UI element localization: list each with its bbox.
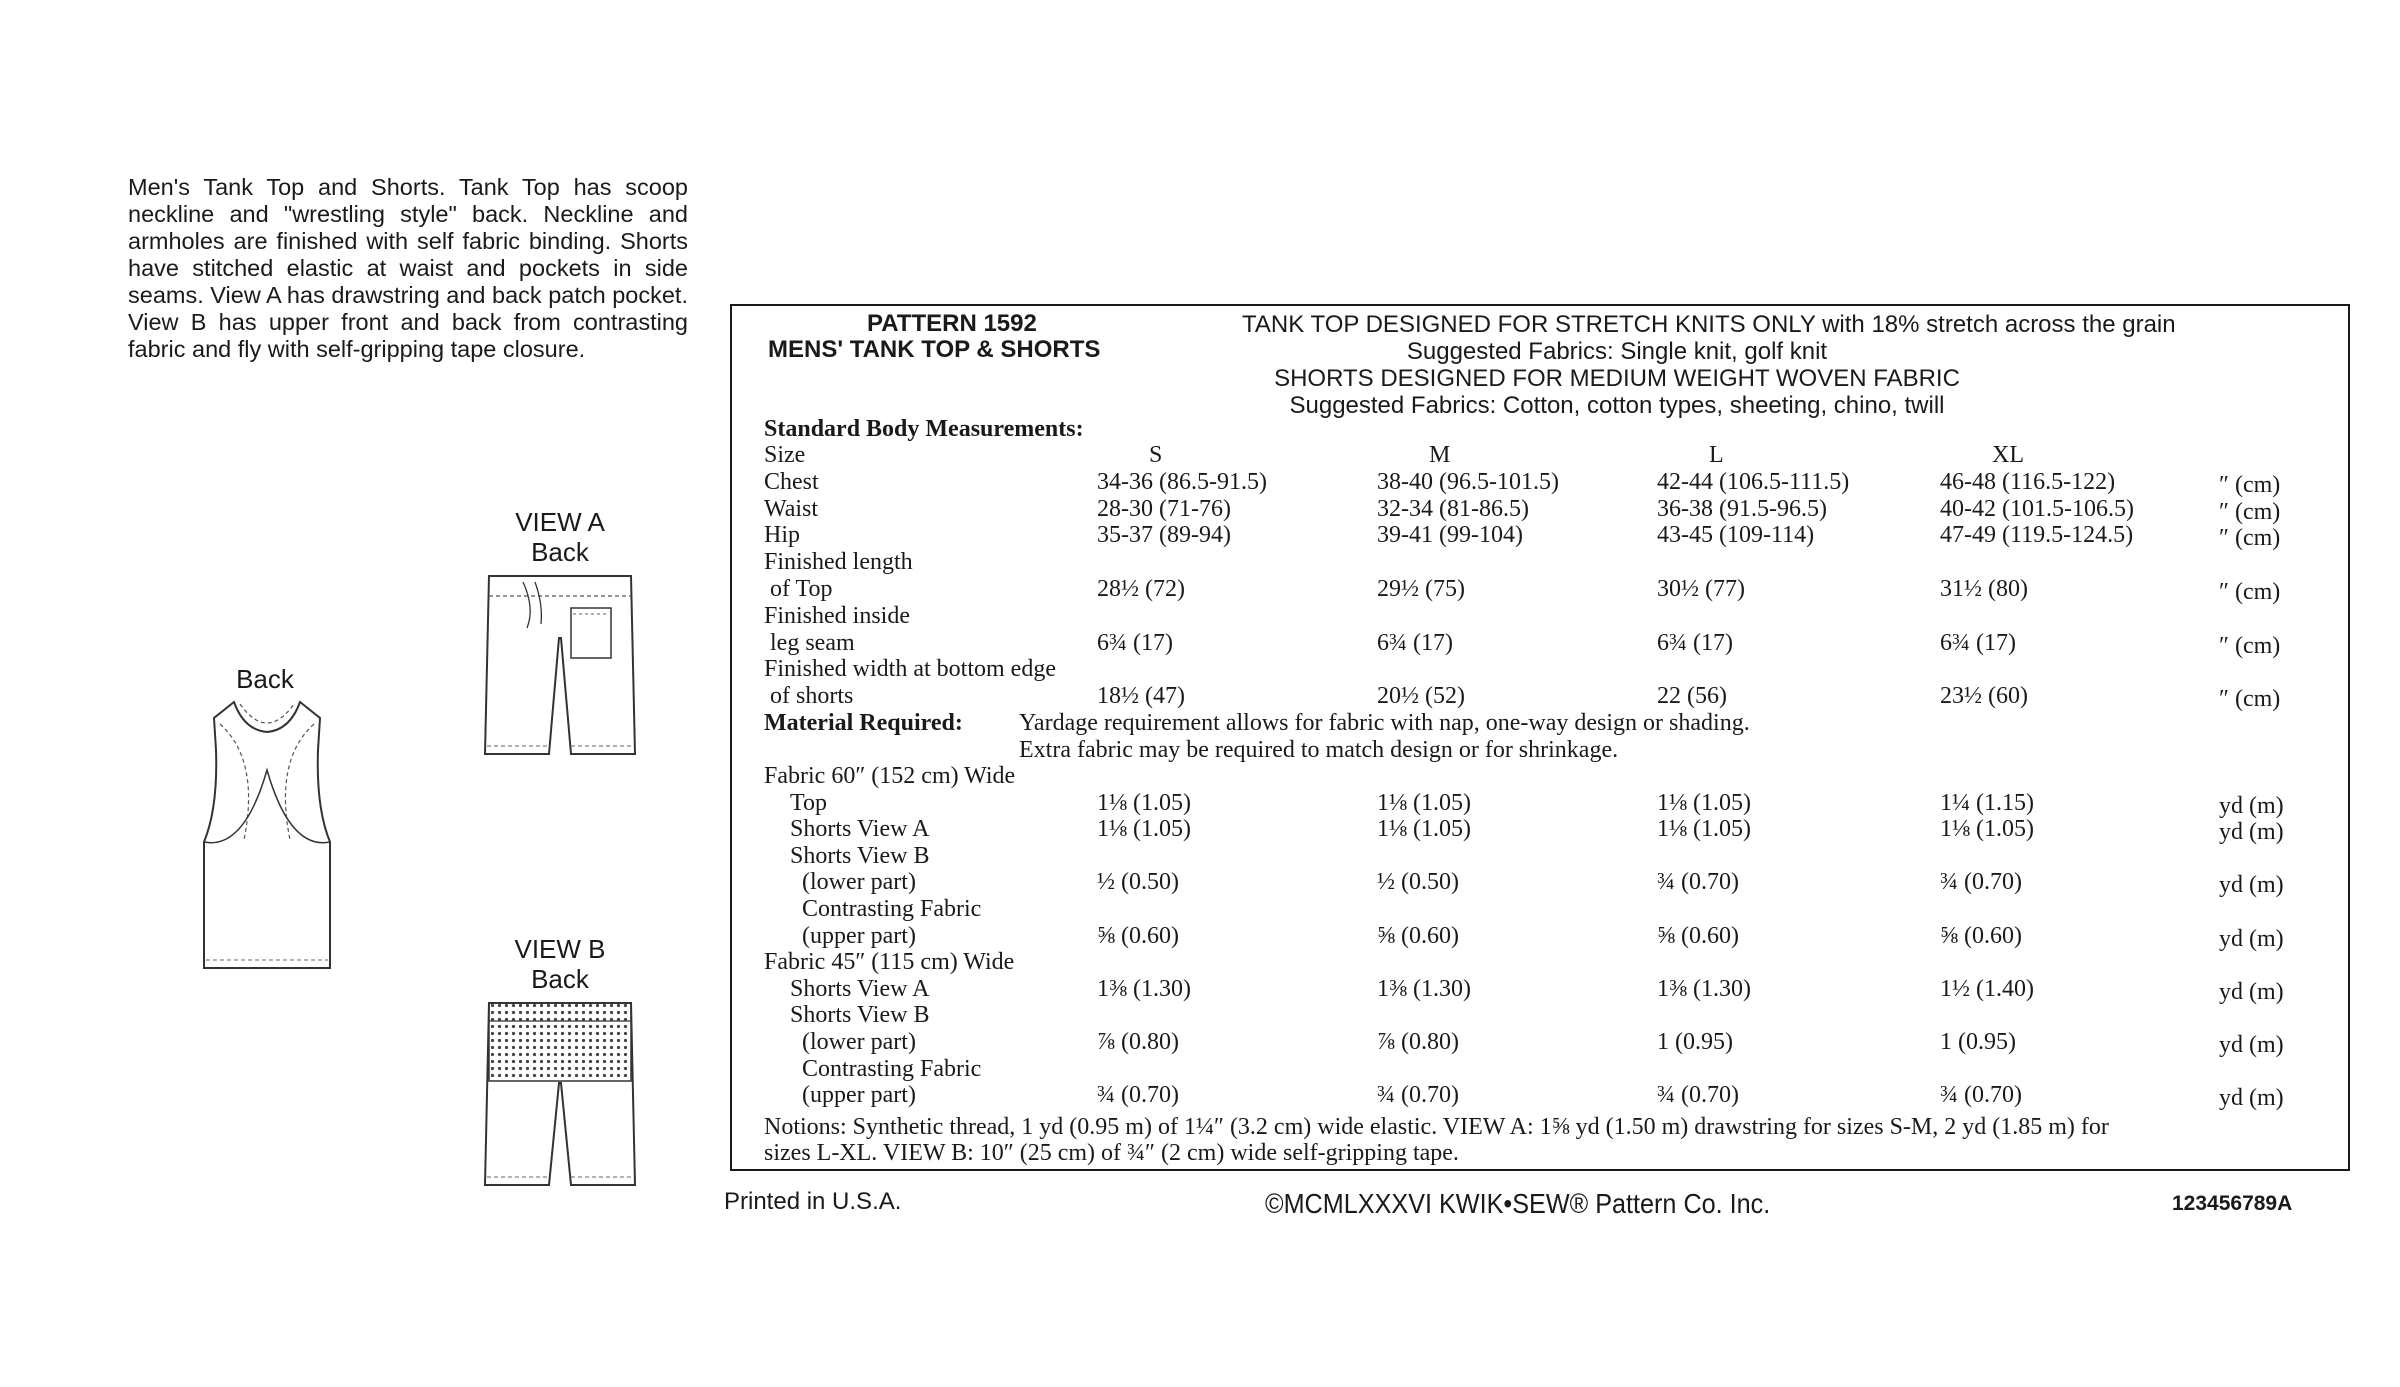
material-cell: 1 (0.95) xyxy=(1657,1029,1733,1055)
header-line-3: SHORTS DESIGNED FOR MEDIUM WEIGHT WOVEN FABRIC xyxy=(1274,365,1960,392)
material-cell: 1⅛ (1.05) xyxy=(1657,789,1751,816)
material-cell: ⅞ (0.80) xyxy=(1097,1029,1179,1055)
pattern-info-box xyxy=(730,304,2350,1171)
measurement-cell: 39-41 (99-104) xyxy=(1377,522,1523,549)
material-row-label: Shorts View B xyxy=(790,842,930,869)
material-cell: ⅞ (0.80) xyxy=(1377,1029,1459,1055)
material-unit: yd (m) xyxy=(2219,978,2284,1005)
material-cell: 1⅜ (1.30) xyxy=(1377,975,1471,1002)
measurement-cell: XL xyxy=(1992,442,2024,468)
measurement-row-label: of shorts xyxy=(770,683,854,710)
measurement-row-label: Waist xyxy=(764,495,819,522)
material-cell: ¾ (0.70) xyxy=(1940,869,2022,896)
material-cell: 1⅛ (1.05) xyxy=(1097,816,1191,843)
measurement-row-label: Finished width at bottom edge xyxy=(764,656,1056,683)
measurement-cell: 18½ (47) xyxy=(1097,683,1185,710)
measurement-cell: 46-48 (116.5-122) xyxy=(1940,468,2116,495)
measurement-cell: 28-30 (71-76) xyxy=(1097,495,1231,522)
notions-line-2: sizes L-XL. VIEW B: 10″ (25 cm) of ¾″ (2 cm) wide self-gripping tape. xyxy=(764,1140,1459,1166)
material-heading: Material Required: xyxy=(764,710,963,736)
measurement-cell: 6¾ (17) xyxy=(1657,629,1733,656)
measurement-cell: 47-49 (119.5-124.5) xyxy=(1940,522,2134,549)
measurement-row-label: Size xyxy=(764,442,806,468)
measurement-cell: 42-44 (106.5-111.5) xyxy=(1657,468,1850,495)
material-cell: ⅝ (0.60) xyxy=(1940,922,2022,949)
material-unit: yd (m) xyxy=(2219,872,2284,899)
measurement-unit: ″ (cm) xyxy=(2219,471,2281,498)
material-note-1: Yardage requirement allows for fabric with nap, one-way design or shading. xyxy=(1019,710,1750,736)
material-unit: yd (m) xyxy=(2219,819,2284,846)
material-cell: 1⅛ (1.05) xyxy=(1377,789,1471,816)
material-row-label: Top xyxy=(790,789,827,816)
material-row-label: Fabric 45″ (115 cm) Wide xyxy=(764,949,1015,976)
material-row-label: (lower part) xyxy=(802,869,916,896)
measurement-unit: ″ (cm) xyxy=(2219,686,2281,713)
measurement-cell: L xyxy=(1709,442,1724,468)
material-cell: ¾ (0.70) xyxy=(1377,1082,1459,1109)
material-cell: ¾ (0.70) xyxy=(1657,1082,1739,1109)
measurement-cell: 6¾ (17) xyxy=(1097,629,1173,656)
shorts-view-b-back-illustration xyxy=(475,995,645,1195)
material-row-label: Contrasting Fabric xyxy=(802,896,982,922)
material-unit: yd (m) xyxy=(2219,1032,2284,1058)
material-cell: 1⅛ (1.05) xyxy=(1097,789,1191,816)
tank-top-back-illustration xyxy=(190,690,340,980)
measurement-row-label: of Top xyxy=(770,576,833,602)
measurement-row-label: Hip xyxy=(764,522,800,549)
measurement-cell: 6¾ (17) xyxy=(1377,629,1453,656)
material-cell: ¾ (0.70) xyxy=(1657,869,1739,896)
pattern-code: 123456789A xyxy=(2172,1192,2293,1215)
pattern-name: MENS' TANK TOP & SHORTS xyxy=(768,336,1101,363)
material-cell: ⅝ (0.60) xyxy=(1657,922,1739,949)
material-cell: 1½ (1.40) xyxy=(1940,975,2034,1002)
view-b-subtitle: Back xyxy=(531,964,589,994)
copyright: ©MCMLXXXVI KWIK•SEW® Pattern Co. Inc. xyxy=(1265,1188,1771,1219)
measurement-cell: 6¾ (17) xyxy=(1940,629,2016,656)
material-row-label: (lower part) xyxy=(802,1029,916,1055)
material-row-label: (upper part) xyxy=(802,922,916,949)
view-a-subtitle: Back xyxy=(531,537,589,567)
material-cell: 1 (0.95) xyxy=(1940,1029,2016,1055)
measurement-row-label: Chest xyxy=(764,468,819,495)
view-a-title: VIEW A xyxy=(515,507,605,537)
measurement-cell: 29½ (75) xyxy=(1377,576,1465,602)
material-row-label: Shorts View B xyxy=(790,1002,930,1029)
shorts-view-a-back-illustration xyxy=(475,568,645,763)
measurement-cell: 34-36 (86.5-91.5) xyxy=(1097,468,1267,495)
measurement-cell: S xyxy=(1149,442,1163,468)
measurement-cell: 43-45 (109-114) xyxy=(1657,522,1815,549)
material-cell: ⅝ (0.60) xyxy=(1377,922,1459,949)
material-row-label: Shorts View A xyxy=(790,975,930,1002)
material-cell: ¾ (0.70) xyxy=(1940,1082,2022,1109)
measurement-unit: ″ (cm) xyxy=(2219,525,2281,552)
measurement-cell: 36-38 (91.5-96.5) xyxy=(1657,495,1827,522)
material-cell: ⅝ (0.60) xyxy=(1097,922,1179,949)
pattern-number: PATTERN 1592 xyxy=(867,310,1037,337)
material-row-label: Contrasting Fabric xyxy=(802,1055,982,1082)
header-line-2: Suggested Fabrics: Single knit, golf knit xyxy=(1406,338,1828,365)
measurement-cell: 35-37 (89-94) xyxy=(1097,522,1231,549)
notions-line-1: Notions: Synthetic thread, 1 yd (0.95 m) of 1¼″ (3.2 cm) wide elastic. VIEW A: 1⅝ yd (1.50 m) drawstring for sizes S-M, 2 yd (1.85 m) for xyxy=(764,1114,2109,1140)
measurement-cell: 31½ (80) xyxy=(1940,576,2028,602)
view-b-title: VIEW B xyxy=(514,934,606,964)
measurement-cell: 32-34 (81-86.5) xyxy=(1377,495,1529,522)
measurement-cell: M xyxy=(1429,442,1451,468)
header-line-4: Suggested Fabrics: Cotton, cotton types, sheeting, chino, twill xyxy=(1289,392,1945,419)
material-cell: 1⅜ (1.30) xyxy=(1097,975,1191,1002)
measurement-cell: 22 (56) xyxy=(1657,683,1727,710)
measurement-cell: 30½ (77) xyxy=(1657,576,1745,602)
measurement-row-label: Finished length xyxy=(764,549,913,576)
measurement-unit: ″ (cm) xyxy=(2219,632,2281,659)
pattern-description: Men's Tank Top and Shorts. Tank Top has scoop neckline and "wrestling style" back. Neckline and armholes are finished with self fabric binding. Shorts have stitched elastic at waist and pockets in side seams. View A has drawstring and back patch pocket. View B has upper front and back from contrasting fabric and fly with self-gripping tape closure. xyxy=(128,174,688,362)
material-cell: 1¼ (1.15) xyxy=(1940,789,2034,816)
material-cell: 1⅛ (1.05) xyxy=(1657,816,1751,843)
material-cell: 1⅛ (1.05) xyxy=(1377,816,1471,843)
material-unit: yd (m) xyxy=(2219,925,2284,952)
material-cell: 1⅜ (1.30) xyxy=(1657,975,1751,1002)
material-row-label: Fabric 60″ (152 cm) Wide xyxy=(764,763,1016,789)
measurement-cell: 23½ (60) xyxy=(1940,683,2028,710)
measurement-cell: 20½ (52) xyxy=(1377,683,1465,710)
measurement-unit: ″ (cm) xyxy=(2219,498,2281,525)
material-unit: yd (m) xyxy=(2219,792,2284,819)
measurement-cell: 28½ (72) xyxy=(1097,576,1185,602)
material-note-2: Extra fabric may be required to match design or for shrinkage. xyxy=(1019,737,1619,763)
header-line-1: TANK TOP DESIGNED FOR STRETCH KNITS ONLY with 18% stretch across the grain xyxy=(1242,311,2176,338)
material-cell: ¾ (0.70) xyxy=(1097,1082,1179,1109)
material-cell: ½ (0.50) xyxy=(1097,869,1179,896)
tank-top-label: Back xyxy=(236,664,294,694)
material-row-label: (upper part) xyxy=(802,1082,916,1109)
measurement-cell: 38-40 (96.5-101.5) xyxy=(1377,468,1559,495)
printed-in: Printed in U.S.A. xyxy=(724,1188,902,1215)
material-cell: ½ (0.50) xyxy=(1377,869,1459,896)
measurement-cell: 40-42 (101.5-106.5) xyxy=(1940,495,2134,522)
measurements-heading: Standard Body Measurements: xyxy=(764,416,1084,442)
measurement-row-label: Finished inside xyxy=(764,602,911,629)
material-cell: 1⅛ (1.05) xyxy=(1940,816,2034,843)
material-row-label: Shorts View A xyxy=(790,816,930,843)
material-unit: yd (m) xyxy=(2219,1085,2284,1112)
measurement-row-label: leg seam xyxy=(770,629,855,656)
measurement-unit: ″ (cm) xyxy=(2219,579,2281,605)
